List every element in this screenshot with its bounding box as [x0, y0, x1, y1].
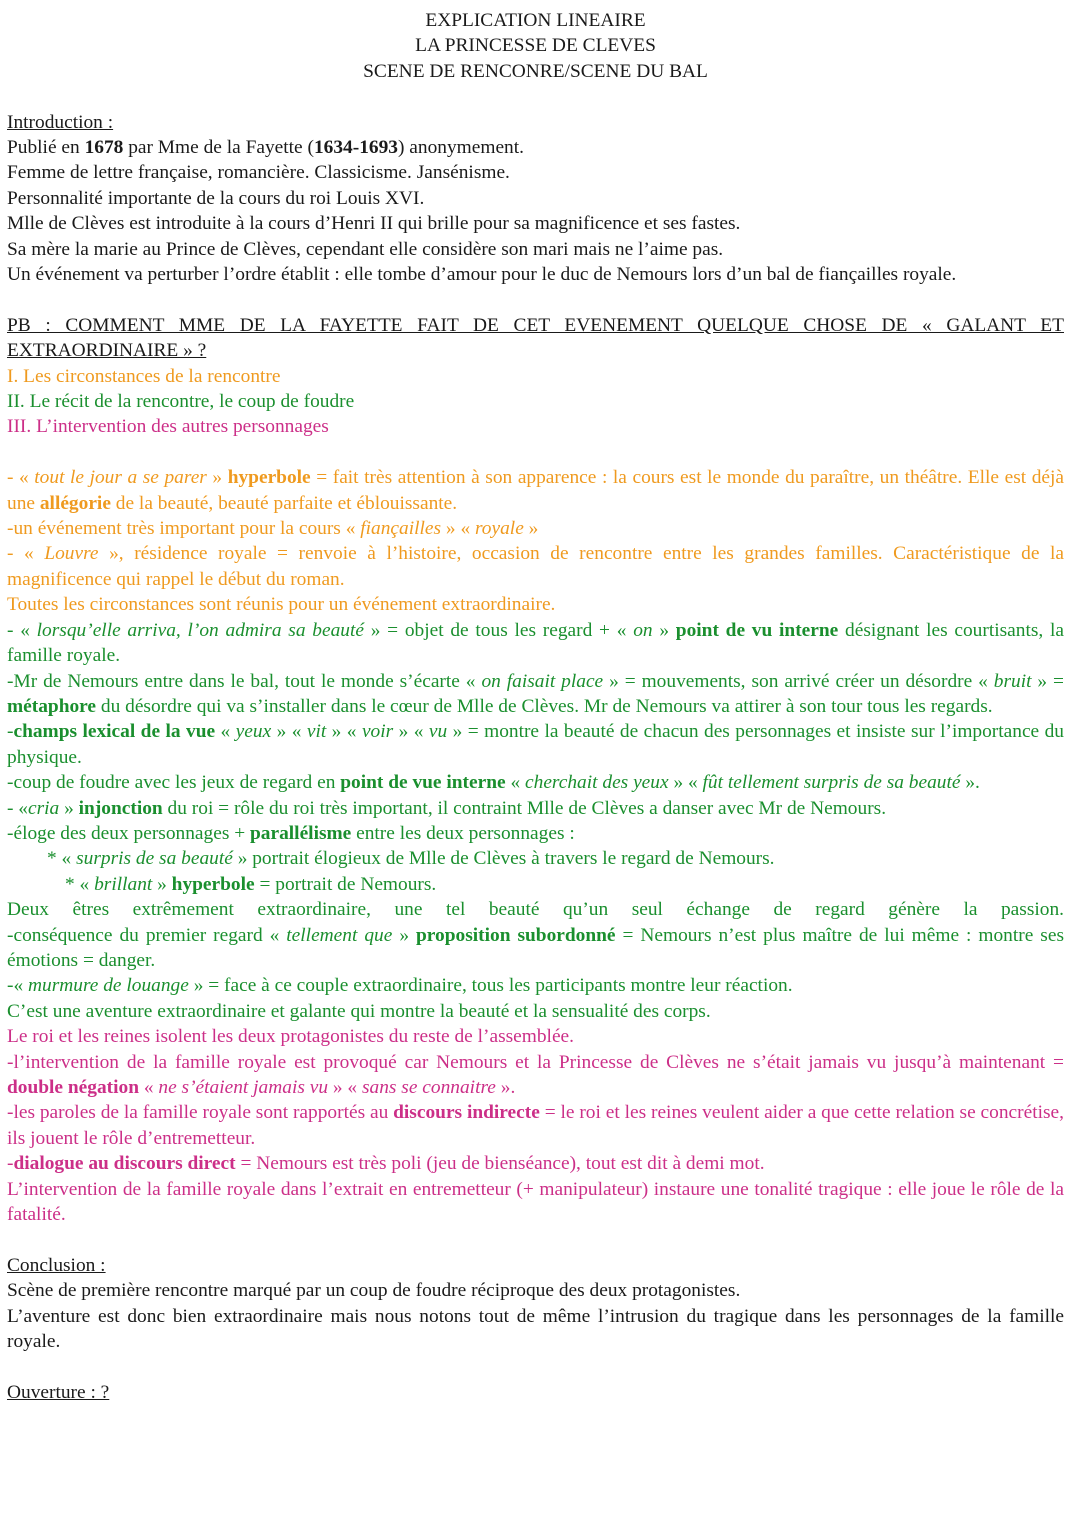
opening-heading: Ouverture : ? [7, 1381, 110, 1403]
part2-paragraph-coup-de-foudre: -coup de foudre avec les jeux de regard en point de vue interne « cherchait des yeux » « fût tellement surpris de sa beauté ». [7, 772, 980, 794]
part2-bullet-brillant: * « brillant » hyperbole = portrait de Nemours. [65, 873, 437, 895]
part2-paragraph-lexical-field: -champs lexical de la vue « yeux » « vit » « voir » « vu » = montre la beauté de chacun des personnages et insiste sur l’importance du physique. [7, 721, 1064, 768]
intro-line-author: Femme de lettre française, romancière. Classicisme. Jansénisme. [7, 162, 510, 184]
conclusion-line-2: L’aventure est donc bien extraordinaire mais nous notons tout de même l’intrusion du tragique dans les personnages de la famille royale. [7, 1305, 1064, 1353]
problematic-question: PB : COMMENT MME DE LA FAYETTE FAIT DE CET EVENEMENT QUELQUE CHOSE DE « GALANT ET EXTRAORDINAIRE » ? [7, 314, 1064, 362]
problematic-section [7, 313, 1064, 440]
part3-paragraph-indirect-speech: -les paroles de la famille royale sont rapportés au discours indirecte = le roi et les reines veulent aider a que cette relation se concrétise, ils jouent le rôle d’entremetteur. [7, 1102, 1064, 1149]
part2-paragraph-arrival: - « lorsqu’elle arriva, l’on admira sa beauté » = objet de tous les regard + « on » point de vu interne désignant les courtisants, la famille royale. [7, 619, 1064, 667]
part1-paragraph-event: -un événement très important pour la cours « fiançailles » « royale » [7, 518, 539, 540]
part2-paragraph-consequence: -conséquence du premier regard « tellement que » proposition subordonné = Nemours n’est plus maître de lui même : montre ses émotions = danger. [7, 924, 1064, 971]
part3-paragraph-isolation: Le roi et les reines isolent les deux protagonistes du reste de l’assemblée. [7, 1026, 575, 1048]
intro-line-publication: Publié en 1678 par Mme de la Fayette (1634-1693) anonymement. [7, 137, 524, 159]
part2-paragraph-nemours: -Mr de Nemours entre dans le bal, tout le monde s’écarte « on faisait place » = mouvements, son arrivé créer un désordre « bruit » = métaphore du désordre qui va s’installer dans le cœur de Mlle de Clèves. Mr de Nemours va attirer à son tour tous les regards. [7, 670, 1064, 717]
conclusion-line-1: Scène de première rencontre marqué par un coup de foudre réciproque des deux protagonistes. [7, 1280, 741, 1302]
intro-line-event: Un événement va perturber l’ordre établit : elle tombe d’amour pour le duc de Nemours lors d’un bal de fiançailles royale. [7, 264, 957, 286]
intro-line-personality: Personnalité importante de la cours du roi Louis XVI. [7, 187, 425, 209]
part2-bullet-surpris: * « surpris de sa beauté » portrait élogieux de Mlle de Clèves à travers le regard de Nemours. [47, 848, 775, 870]
part-3-section [7, 1024, 1064, 1227]
part3-paragraph-double-negation: -l’intervention de la famille royale est provoqué car Nemours et la Princesse de Clèves ne s’était jamais vu jusqu’à maintenant = double négation « ne s’étaient jamais vu » « sans se connaitre ». [7, 1051, 1064, 1099]
intro-line-court: Mlle de Clèves est introduite à la cours d’Henri II qui brille pour sa magnificence et ses fastes. [7, 213, 741, 235]
document-title [7, 8, 1064, 84]
part3-paragraph-tragic: L’intervention de la famille royale dans l’extrait en entremetteur (+ manipulateur) instaure une tonalité tragique : elle joue le rôle de la fatalité. [7, 1178, 1064, 1226]
introduction-section [7, 110, 1064, 288]
plan-part-2: II. Le récit de la rencontre, le coup de foudre [7, 391, 355, 413]
introduction-heading: Introduction : [7, 111, 114, 133]
part2-paragraph-passion: Deux êtres extrêmement extraordinaire, une tel beauté qu’un seul échange de regard génère la passion. [7, 899, 1064, 921]
plan-part-1: I. Les circonstances de la rencontre [7, 365, 281, 387]
conclusion-heading: Conclusion : [7, 1254, 106, 1276]
title-line-2: LA PRINCESSE DE CLEVES [415, 35, 656, 57]
part1-paragraph-conclusion: Toutes les circonstances sont réunis pour un événement extraordinaire. [7, 594, 556, 616]
title-line-1: EXPLICATION LINEAIRE [425, 10, 646, 31]
part2-paragraph-murmure: -« murmure de louange » = face à ce couple extraordinaire, tous les participants montre leur réaction. [7, 975, 793, 997]
part1-paragraph-hyperbole: - « tout le jour a se parer » hyperbole = fait très attention à son apparence : la cours est le monde du paraître, un théâtre. Elle est déjà une allégorie de la beauté, beauté parfaite et éblouissante. [7, 467, 1064, 514]
part3-paragraph-direct-speech: -dialogue au discours direct = Nemours est très poli (jeu de bienséance), tout est dit à demi mot. [7, 1153, 765, 1175]
document-page [7, 8, 1064, 1405]
title-line-3: SCENE DE RENCONRE/SCENE DU BAL [363, 60, 708, 82]
conclusion-section [7, 1253, 1064, 1405]
part-2-section [7, 618, 1064, 1025]
plan-part-3: III. L’intervention des autres personnages [7, 416, 329, 438]
part-1-section [7, 465, 1064, 617]
part2-paragraph-injonction: - «cria » injonction du roi = rôle du roi très important, il contraint Mlle de Clèves a danser avec Mr de Nemours. [7, 797, 887, 819]
part1-paragraph-louvre: - « Louvre », résidence royale = renvoie à l’histoire, occasion de rencontre entre les grandes familles. Caractéristique de la magnificence qui rappel le début du roman. [7, 543, 1064, 590]
part2-paragraph-conclusion: C’est une aventure extraordinaire et galante qui montre la beauté et la sensualité des corps. [7, 1000, 711, 1022]
part2-paragraph-eloge: -éloge des deux personnages + parallélisme entre les deux personnages : [7, 822, 575, 844]
intro-line-marriage: Sa mère la marie au Prince de Clèves, cependant elle considère son mari mais ne l’aime pas. [7, 238, 724, 260]
